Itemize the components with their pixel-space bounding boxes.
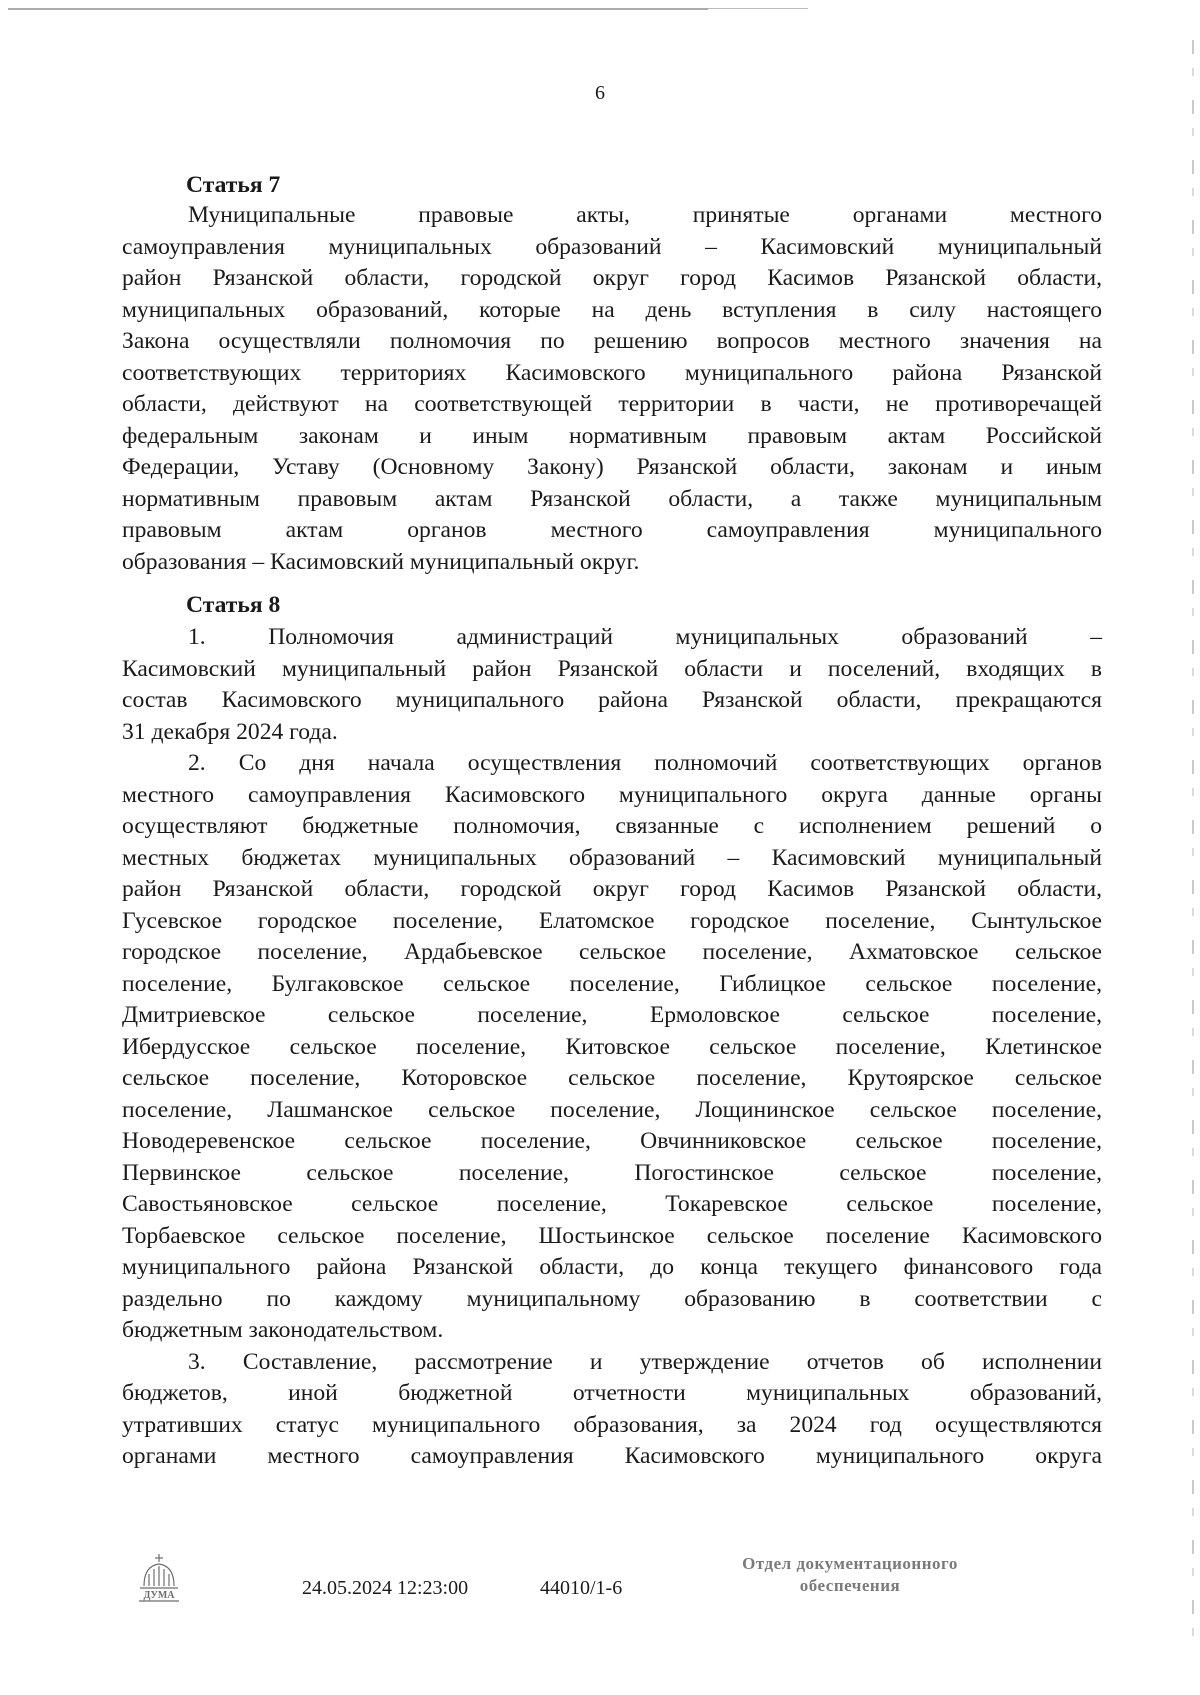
text-line: Первинское сельское поселение, Погостинское сельское поселение, [122, 1159, 1102, 1186]
text-line: нормативным правовым актам Рязанской области, а также муниципальным [122, 485, 1102, 512]
text-line: раздельно по каждому муниципальному образованию в соответствии с [122, 1285, 1102, 1312]
text-line: бюджетным законодательством. [122, 1317, 444, 1343]
text-line: 1. Полномочия администраций муниципальных образований – [188, 624, 1102, 650]
text-line: городское поселение, Ардабьевское сельское поселение, Ахматовское сельское [122, 939, 1102, 965]
text-line: образования – Касимовский муниципальный округ. [122, 548, 640, 575]
text-line: муниципального района Рязанской области, до конца текущего финансового года [122, 1254, 1102, 1280]
footer-date: 24.05.2024 12:23:00 [302, 1577, 469, 1599]
text-line: самоуправления муниципальных образований – Касимовский муниципальный [122, 233, 1102, 260]
text-line: утративших статус муниципального образования, за 2024 год осуществляются [122, 1411, 1102, 1438]
text-line: Муниципальные правовые акты, принятые органами местного [188, 202, 1102, 228]
article-8-heading: Статья 8 [186, 592, 281, 618]
text-line: Ибердусское сельское поселение, Китовское сельское поселение, Клетинское [122, 1033, 1102, 1060]
svg-text:ДУМА: ДУМА [143, 1590, 175, 1601]
text-line: муниципальных образований, которые на день вступления в силу настоящего [122, 296, 1102, 323]
text-line: 2. Со дня начала осуществления полномочий соответствующих органов [188, 750, 1102, 776]
text-line: поселение, Булгаковское сельское поселение, Гиблицкое сельское поселение, [122, 970, 1102, 997]
text-line: состав Касимовского муниципального района Рязанской области, прекращаются [122, 687, 1102, 713]
text-line: 31 декабря 2024 года. [122, 718, 338, 745]
scan-edge-top [8, 8, 708, 10]
text-line: Федерации, Уставу (Основному Закону) Рязанской области, законам и иным [122, 454, 1102, 480]
page-number: 6 [595, 82, 605, 104]
text-line: 3. Составление, рассмотрение и утверждение отчетов об исполнении [188, 1348, 1102, 1375]
scan-edge-right [1192, 40, 1194, 1640]
text-line: Новодеревенское сельское поселение, Овчинниковское сельское поселение, [122, 1128, 1102, 1154]
text-line: Закона осуществляли полномочия по решению вопросов местного значения на [122, 328, 1102, 354]
text-line: поселение, Лашманское сельское поселение, Лощининское сельское поселение, [122, 1096, 1102, 1123]
footer-code: 44010/1-6 [540, 1577, 623, 1599]
text-line: области, действуют на соответствующей территории в части, не противоречащей [122, 391, 1102, 417]
article-8-text [122, 622, 1102, 1473]
text-line: бюджетов, иной бюджетной отчетности муниципальных образований, [122, 1380, 1102, 1406]
article-7-heading: Статья 7 [186, 172, 281, 198]
text-line: район Рязанской области, городской округ город Касимов Рязанской области, [122, 876, 1102, 902]
text-line: Дмитриевское сельское поселение, Ермоловское сельское поселение, [122, 1002, 1102, 1028]
text-line: местного самоуправления Касимовского муниципального округа данные органы [122, 781, 1102, 808]
stamp-line: Отдел документационного [742, 1554, 958, 1573]
text-line: федеральным законам и иным нормативным правовым актам Российской [122, 422, 1102, 449]
text-line: Савостьяновское сельское поселение, Токаревское сельское поселение, [122, 1191, 1102, 1217]
text-line: Торбаевское сельское поселение, Шостьинское сельское поселение Касимовского [122, 1222, 1102, 1249]
text-line: Гусевское городское поселение, Елатомское городское поселение, Сынтульское [122, 907, 1102, 934]
department-stamp [700, 1553, 1000, 1597]
text-line: сельское поселение, Которовское сельское поселение, Крутоярское сельское [122, 1065, 1102, 1091]
article-7-text [122, 200, 1102, 578]
text-line: органами местного самоуправления Касимовского муниципального округа [122, 1443, 1102, 1469]
text-line: осуществляют бюджетные полномочия, связанные с исполнением решений о [122, 813, 1102, 839]
scan-edge-top-faint [708, 8, 808, 9]
text-line: район Рязанской области, городской округ город Касимов Рязанской области, [122, 265, 1102, 291]
text-line: Касимовский муниципальный район Рязанской области и поселений, входящих в [122, 655, 1102, 682]
text-line: местных бюджетах муниципальных образований – Касимовский муниципальный [122, 844, 1102, 871]
text-line: соответствующих территориях Касимовского муниципального района Рязанской [122, 359, 1102, 386]
stamp-line: обеспечения [799, 1576, 901, 1595]
text-line: правовым актам органов местного самоуправления муниципального [122, 517, 1102, 543]
duma-logo-icon [136, 1552, 182, 1614]
